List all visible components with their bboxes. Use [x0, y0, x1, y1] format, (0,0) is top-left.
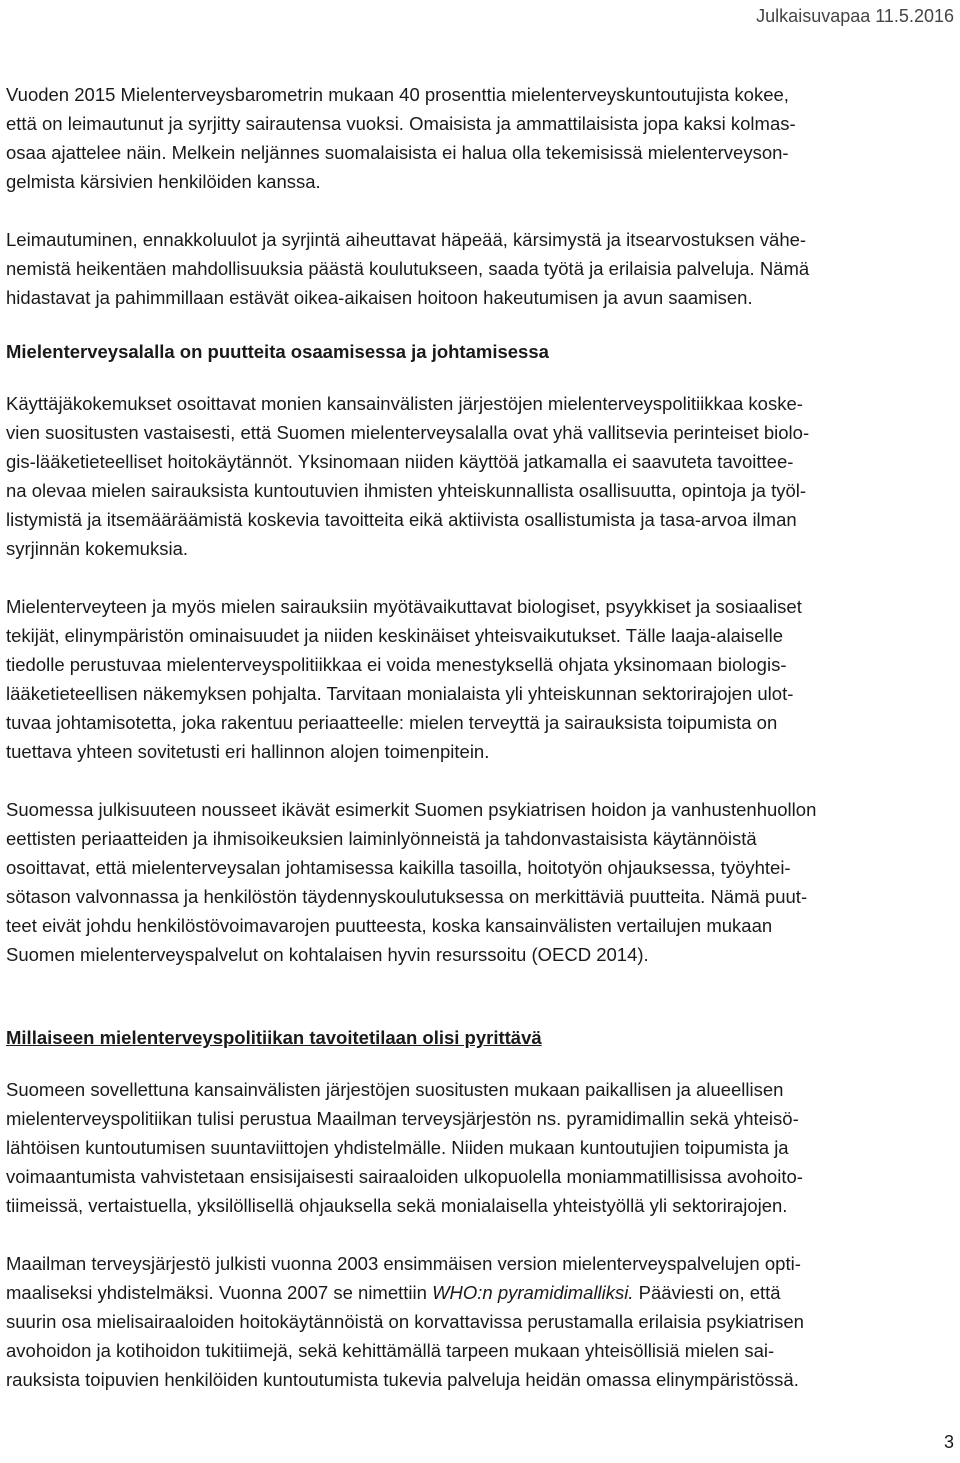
- paragraph-deficiencies: Suomessa julkisuuteen nousseet ikävät esimerkit Suomen psykiatrisen hoidon ja vanhustenhuollon eettisten periaatteiden ja ihmisoikeuksien laiminlyönneistä ja tahdonvastaisista käytännöistä osoittavat, että mielenterveysalan johtamisessa kaikilla tasoilla, hoitotyön ohjauksessa, työyhtei- sötason valvonnassa ja henkilöstön täydennyskoulutuksessa on merkittäviä puutteita. Nämä puut- teet eivät johdu henkilöstövoimavarojen puutteesta, koska kansainvälisten vertailujen mukaan Suomen mielenterveyspalvelut on kohtalaisen hyvin resurssoitu (OECD 2014).: [6, 799, 817, 965]
- release-date-header: Julkaisuvapaa 11.5.2016: [756, 6, 954, 26]
- who-text-after: Pääviesti on, että suurin osa mielisairaaloiden hoitokäytännöistä on korvattavissa perustamalla erilaisia psykiatrisen avohoidon ja kotihoidon tukitiimejä, sekä kehittämällä tarpeen mukaan yhteisöllisiä mielen sai- rauksista toipuvien henkilöiden kuntoutumista tukevia palveluja heidän omassa elinympäristössä.: [6, 1282, 804, 1390]
- paragraph-who-pyramid: [6, 1249, 958, 1394]
- paragraph-stigma: Leimautuminen, ennakkoluulot ja syrjintä aiheuttavat häpeää, kärsimystä ja itsearvostuksen vähe- nemistä heikentäen mahdollisuuksia päästä koulutukseen, saada työtä ja erilaisia palveluja. Nämä hidastavat ja pahimmillaan estävät oikea-aikaisen hoitoon hakeutumisen ja avun saamisen.: [6, 229, 810, 308]
- paragraph-user-experiences: Käyttäjäkokemukset osoittavat monien kansainvälisten järjestöjen mielenterveyspolitiikkaa koske- vien suositusten vastaisesti, että Suomen mielenterveysalalla ovat yhä vallitsevia perinteiset biolo- gis-lääketieteelliset hoitokäytännöt. Yksinomaan niiden käyttöä jatkamalla ei saavuteta tavoittee- na olevaa mielen sairauksista kuntoutuvien ihmisten yhteiskunnallista osallisuutta, opintoja ja työl- listymistä ja itsemääräämistä koskevia tavoitteita eikä aktiivista osallistumista ja tasa-arvoa ilman syrjinnän kokemuksia.: [6, 393, 810, 559]
- paragraph-recommendations: Suomeen sovellettuna kansainvälisten järjestöjen suositusten mukaan paikallisen ja alueellisen mielenterveyspolitiikan tulisi perustua Maailman terveysjärjestön ns. pyramidimallin sekä yhteisö- lähtöisen kuntoutumisen suuntaviittojen yhdistelmälle. Niiden mukaan kuntoutujien toipumista ja voimaantumista vahvistetaan ensisijaisesti sairaaloiden ulkopuolella moniammatillisissa avohoito- tiimeissä, vertaistuella, yksilöllisellä ohjauksella sekä monialaisella yhteistyöllä yli sektorirajojen.: [6, 1079, 803, 1216]
- paragraph-biopsychosocial: Mielenterveyteen ja myös mielen sairauksiin myötävaikuttavat biologiset, psyykkiset ja sosiaaliset tekijät, elinympäristön ominaisuudet ja niiden keskinäiset yhteisvaikutukset. Tälle laaja-alaiselle tiedolle perustuvaa mielenterveyspolitiikkaa ei voida menestyksellä ohjata yksinomaan biologis- lääketieteellisen näkemyksen pohjalta. Tarvitaan monialaista yli yhteiskunnan sektorirajojen ulot- tuvaa johtamisotetta, joka rakentuu periaatteelle: mielen terveyttä ja sairauksista toipumista on tuettava yhteen sovitetusti eri hallinnon alojen toimenpitein.: [6, 596, 802, 762]
- document-body: [6, 80, 958, 1394]
- heading-target-state: Millaiseen mielenterveyspolitiikan tavoitetilaan olisi pyrittävä: [6, 1027, 542, 1048]
- who-pyramid-model-italic: WHO:n pyramidimalliksi.: [432, 1282, 634, 1303]
- paragraph-barometer: Vuoden 2015 Mielenterveysbarometrin mukaan 40 prosenttia mielenterveyskuntoutujista kokee, että on leimautunut ja syrjitty sairautensa vuoksi. Omaisista ja ammattilaisista jopa kaksi kolmas- osaa ajattelee näin. Melkein neljännes suomalaisista ei halua olla tekemisissä mielenterveyson- gelmista kärsivien henkilöiden kanssa.: [6, 84, 796, 192]
- who-text-before: Maailman terveysjärjestö julkisti vuonna 2003 ensimmäisen version mielenterveyspalvelujen opti- maaliseksi yhdistelmäksi. Vuonna 2007 se nimettiin: [6, 1253, 801, 1303]
- heading-competence-gaps: Mielenterveysalalla on puutteita osaamisessa ja johtamisessa: [6, 341, 549, 362]
- page-number: 3: [943, 1432, 954, 1452]
